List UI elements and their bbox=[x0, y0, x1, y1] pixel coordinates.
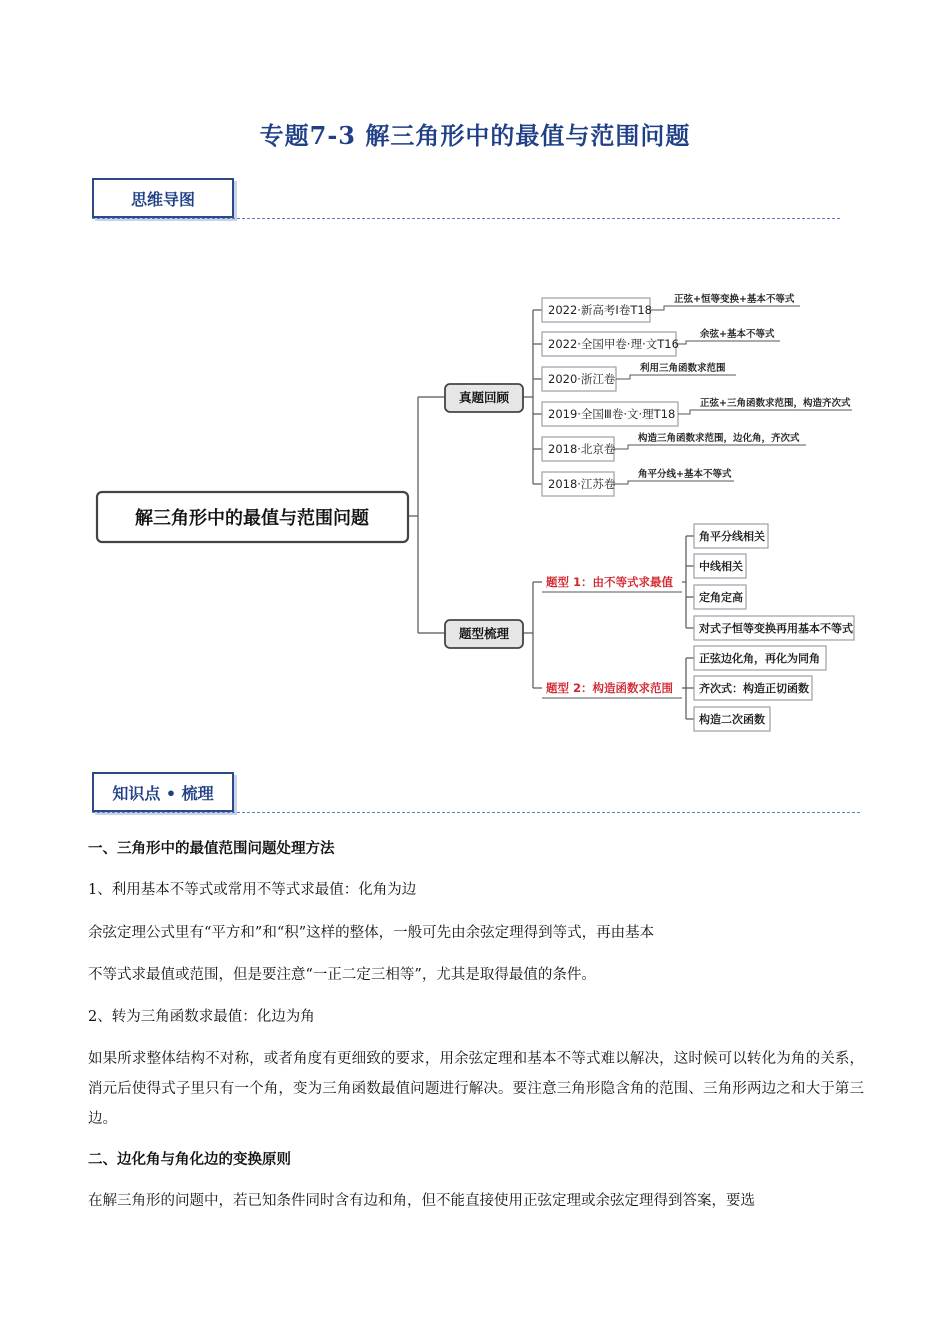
exam-label: 2022·全国甲卷·理·文T16 bbox=[548, 337, 679, 351]
paragraph: 如果所求整体结构不对称，或者角度有更细致的要求，用余弦定理和基本不等式难以解决，这时候可以转化为角的关系，消元后使得式子里只有一个角，变为三角函数最值问题进行解决。要注意三角形隐含角的范围、三角形两边之和大于第三边。 bbox=[88, 1051, 864, 1127]
page-title: 专题7-3 解三角形中的最值与范围问题 bbox=[259, 121, 691, 150]
exam-note: 利用三角函数求范围 bbox=[640, 363, 726, 374]
type2-item: 齐次式：构造正切函数 bbox=[699, 682, 809, 695]
section-header-knowledge bbox=[92, 772, 234, 812]
mindmap-branch-exams: 真题回顾 bbox=[458, 390, 510, 405]
exam-label: 2018·江苏卷 bbox=[548, 477, 616, 491]
type1-item: 对式子恒等变换再用基本不等式 bbox=[699, 622, 853, 635]
type2-item: 正弦边化角，再化为同角 bbox=[699, 652, 820, 665]
paragraph: 在解三角形的问题中，若已知条件同时含有边和角，但不能直接使用正弦定理或余弦定理得到答案，要选 bbox=[88, 1193, 755, 1209]
exam-note: 正弦+恒等变换+基本不等式 bbox=[674, 294, 795, 305]
exam-label: 2020·浙江卷 bbox=[548, 372, 616, 386]
section-header-label: 思维导图 bbox=[130, 189, 195, 209]
heading-transform: 二、边化角与角化边的变换原则 bbox=[88, 1151, 291, 1168]
divider bbox=[92, 218, 840, 219]
section-header-mindmap bbox=[92, 178, 234, 218]
section-header-label: 知识点 • 梳理 bbox=[112, 783, 214, 803]
mind-map bbox=[0, 270, 950, 770]
type1-item: 定角定高 bbox=[699, 591, 743, 604]
mindmap-root: 解三角形中的最值与范围问题 bbox=[135, 508, 369, 529]
paragraph: 不等式求最值或范围，但是要注意“一正二定三相等”，尤其是取得最值的条件。 bbox=[88, 967, 596, 983]
type2-item: 构造二次函数 bbox=[699, 713, 765, 726]
exam-label: 2018·北京卷 bbox=[548, 442, 616, 456]
exam-note: 余弦+基本不等式 bbox=[700, 329, 775, 340]
paragraph: 余弦定理公式里有“平方和”和“积”这样的整体，一般可先由余弦定理得到等式，再由基本 bbox=[88, 925, 655, 941]
exam-note: 构造三角函数求范围，边化角，齐次式 bbox=[638, 433, 800, 444]
heading-methods: 一、三角形中的最值范围问题处理方法 bbox=[88, 840, 335, 857]
mindmap-branch-types: 题型梳理 bbox=[458, 626, 510, 641]
type1-item: 中线相关 bbox=[699, 560, 743, 573]
type1-header: 题型 1：由不等式求最值 bbox=[546, 575, 674, 589]
paragraph: 2、转为三角函数求最值：化边为角 bbox=[88, 1009, 315, 1025]
exam-note: 角平分线+基本不等式 bbox=[638, 469, 732, 480]
exam-label: 2019·全国Ⅲ卷·文·理T18 bbox=[548, 407, 676, 421]
exam-label: 2022·新高考Ⅰ卷T18 bbox=[548, 303, 652, 317]
type2-header: 题型 2：构造函数求范围 bbox=[546, 681, 674, 695]
paragraph: 1、利用基本不等式或常用不等式求最值：化角为边 bbox=[88, 882, 417, 898]
type1-item: 角平分线相关 bbox=[699, 530, 765, 543]
exam-note: 正弦+三角函数求范围，构造齐次式 bbox=[700, 398, 851, 409]
divider bbox=[92, 812, 860, 813]
